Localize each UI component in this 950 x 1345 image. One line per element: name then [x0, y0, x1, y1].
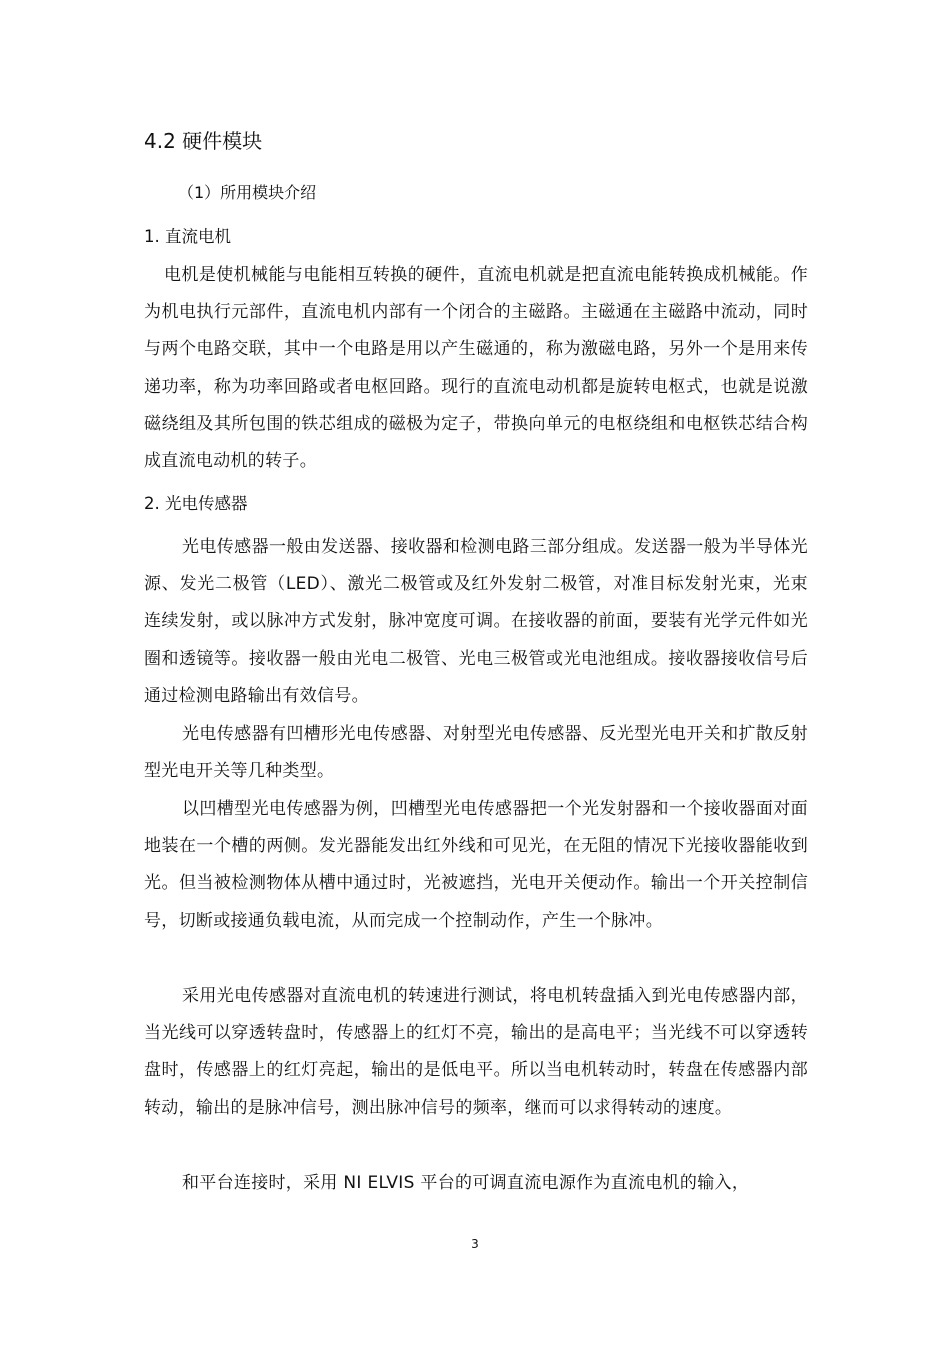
paragraph-sensor-types: 光电传感器有凹槽形光电传感器、对射型光电传感器、反光型光电开关和扩散反射型光电开关等几种类型。	[144, 724, 808, 782]
paragraph-platform-connection: 和平台连接时，采用 NI ELVIS 平台的可调直流电源作为直流电机的输入，	[182, 1173, 750, 1193]
section-title: 4.2 硬件模块	[144, 129, 263, 153]
paragraph-slot-sensor: 以凹槽型光电传感器为例，凹槽型光电传感器把一个光发射器和一个接收器面对面地装在一个槽的两侧。发光器能发出红外线和可见光，在无阻的情况下光接收器能收到光。但当被检测物体从槽中通过时，光被遮挡，光电开关便动作。输出一个开关控制信号，切断或接通负载电流，从而完成一个控制动作，产生一个脉冲。	[144, 799, 808, 931]
paragraph-dc-motor: 电机是使机械能与电能相互转换的硬件，直流电机就是把直流电能转换成机械能。作为机电执行元部件，直流电机内部有一个闭合的主磁路。主磁通在主磁路中流动，同时与两个电路交联，其中一个电路是用以产生磁通的，称为激磁电路，另外一个是用来传递功率，称为功率回路或者电枢回路。现行的直流电动机都是旋转电枢式，也就是说激磁绕组及其所包围的铁芯组成的磁极为定子，带换向单元的电枢绕组和电枢铁芯结合构成直流电动机的转子。	[144, 265, 808, 472]
heading-photo-sensor: 2. 光电传感器	[144, 494, 248, 513]
paragraph-sensor-composition: 光电传感器一般由发送器、接收器和检测电路三部分组成。发送器一般为半导体光源、发光二极管（LED）、激光二极管或及红外发射二极管，对准目标发射光束，光束连续发射，或以脉冲方式发射，脉冲宽度可调。在接收器的前面，要装有光学元件如光圈和透镜等。接收器一般由光电二极管、光电三极管或光电池组成。接收器接收信号后通过检测电路输出有效信号。	[144, 537, 808, 706]
paragraph-speed-measurement: 采用光电传感器对直流电机的转速进行测试，将电机转盘插入到光电传感器内部，当光线可以穿透转盘时，传感器上的红灯不亮，输出的是高电平；当光线不可以穿透转盘时，传感器上的红灯亮起，输出的是低电平。所以当电机转动时，转盘在传感器内部转动，输出的是脉冲信号，测出脉冲信号的频率，继而可以求得转动的速度。	[144, 986, 808, 1118]
subsection-title: （1）所用模块介绍	[178, 183, 317, 202]
heading-dc-motor: 1. 直流电机	[144, 227, 231, 246]
page-number: 3	[471, 1237, 479, 1251]
